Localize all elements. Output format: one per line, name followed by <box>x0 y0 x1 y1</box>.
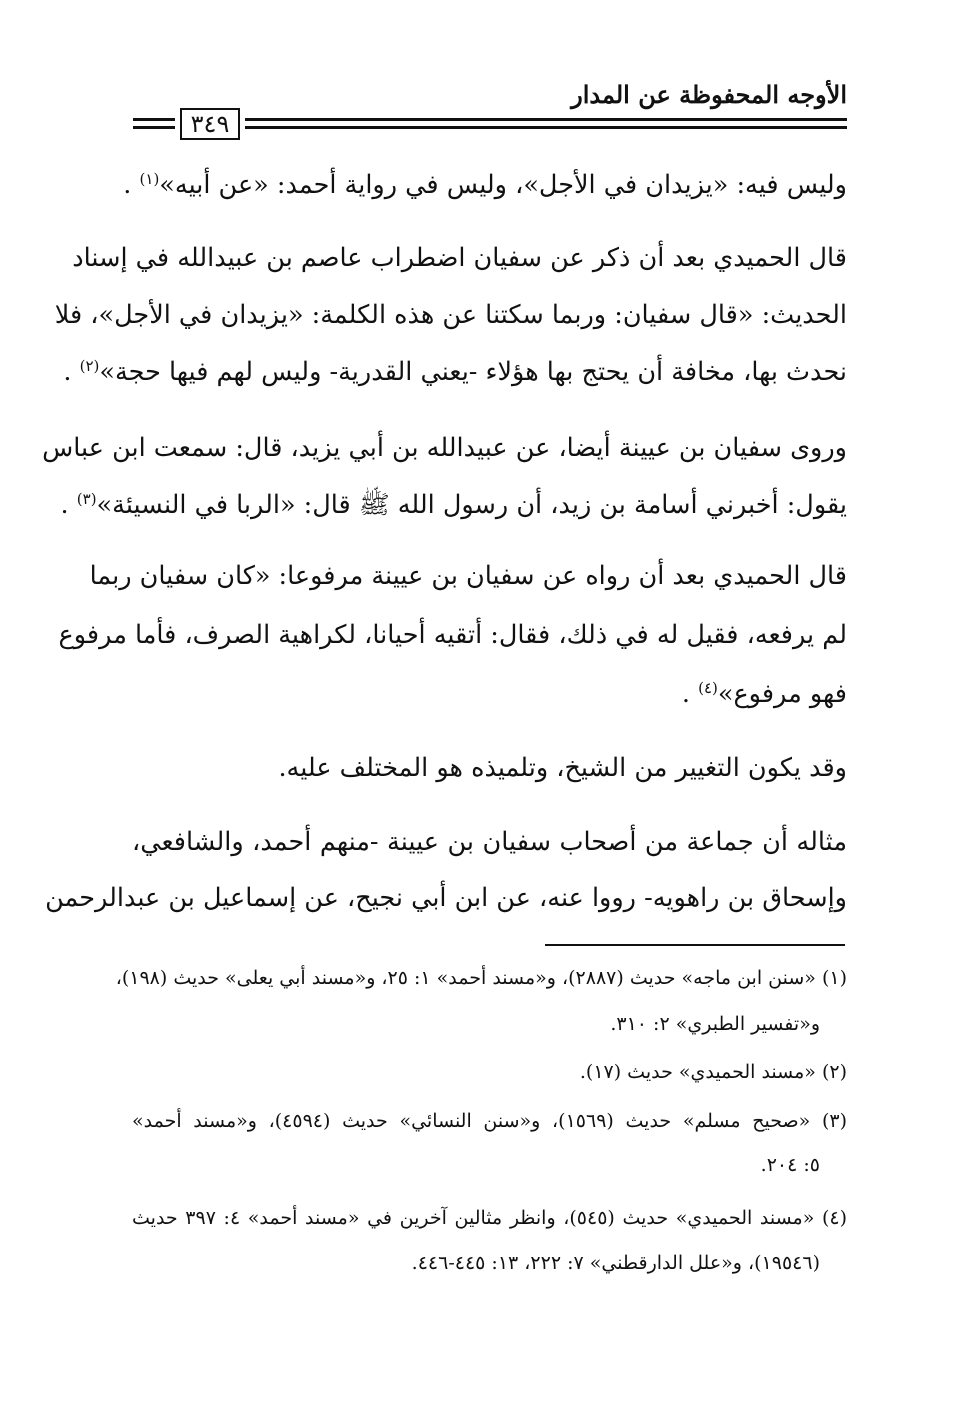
header-rule-right-bottom <box>245 126 847 129</box>
footnote-3-line-1: (٣) «صحيح مسلم» حديث (١٥٦٩)، و«سنن النسائي» حديث (٤٥٩٤)، و«مسند أحمد» <box>132 1110 847 1132</box>
page-number: ٣٤٩ <box>190 110 230 138</box>
footnote-separator <box>545 944 845 946</box>
body-line-7: قال الحميدي بعد أن رواه عن سفيان بن عيينة مرفوعا: «كان سفيان ربما <box>89 561 847 591</box>
footnote-ref-1: (١) <box>139 170 160 188</box>
body-line-11: مثاله أن جماعة من أصحاب سفيان بن عيينة -منهم أحمد، والشافعي، <box>132 827 847 857</box>
body-line-10: وقد يكون التغيير من الشيخ، وتلميذه هو المختلف عليه. <box>278 753 847 783</box>
page-number-box <box>180 108 240 140</box>
header-rule-left-bottom <box>133 126 175 129</box>
footnote-4-line-1: (٤) «مسند الحميدي» حديث (٥٤٥)، وانظر مثالين آخرين في «مسند أحمد» ٤: ٣٩٧ حديث <box>132 1207 848 1229</box>
body-line-2: قال الحميدي بعد أن ذكر عن سفيان اضطراب عاصم بن عبيدالله في إسناد <box>72 243 847 273</box>
body-line-8: لم يرفعه، فقيل له في ذلك، فقال: أتقيه أحيانا، لكراهية الصرف، فأما مرفوع <box>58 620 847 650</box>
footnote-ref-2: (٢) <box>79 357 100 375</box>
footnote-3-line-2: ٥: ٢٠٤. <box>760 1154 820 1176</box>
header-rule-right-top <box>245 118 847 121</box>
body-line-3: الحديث: «قال سفيان: وربما سكتنا عن هذه الكلمة: «يزيدان في الأجل»، فلا <box>54 300 847 330</box>
running-title: الأوجه المحفوظة عن المدار <box>571 80 847 109</box>
footnote-1-line-1: (١) «سنن ابن ماجه» حديث (٢٨٨٧)، و«مسند أحمد» ١: ٢٥، و«مسند أبي يعلى» حديث (١٩٨)، <box>115 967 847 989</box>
footnote-ref-4: (٤) <box>698 679 718 697</box>
body-line-6: يقول: أخبرني أسامة بن زيد، أن رسول الله ﷺ قال: «الربا في النسيئة»$^{(٣)}$ . <box>60 490 847 520</box>
footnote-4-line-2: (١٩٥٤٦)، و«علل الدارقطني» ٧: ٢٢٢، ١٣: ٤٤٥-٤٤٦. <box>411 1252 820 1274</box>
body-line-1: وليس فيه: «يزيدان في الأجل»، وليس في رواية أحمد: «عن أبيه»$^{(١)}$ . <box>123 170 847 200</box>
body-line-12: وإسحاق بن راهويه- رووا عنه، عن ابن أبي نجيح، عن إسماعيل بن عبدالرحمن <box>45 883 847 913</box>
header-rule-left-top <box>133 118 175 121</box>
footnote-ref-3: (٣) <box>76 490 97 508</box>
footnote-1-line-2: و«تفسير الطبري» ٢: ٣١٠. <box>610 1013 820 1035</box>
body-line-9: فهو مرفوع»$^{(٤)}$ . <box>681 679 847 709</box>
body-line-5: وروى سفيان بن عيينة أيضا، عن عبيدالله بن أبي يزيد، قال: سمعت ابن عباس <box>42 433 847 463</box>
body-line-4: نحدث بها، مخافة أن يحتج بها هؤلاء -يعني القدرية- وليس لهم فيها حجة»$^{(٢)}$ . <box>63 357 847 387</box>
footnote-2: (٢) «مسند الحميدي» حديث (١٧). <box>579 1061 847 1083</box>
